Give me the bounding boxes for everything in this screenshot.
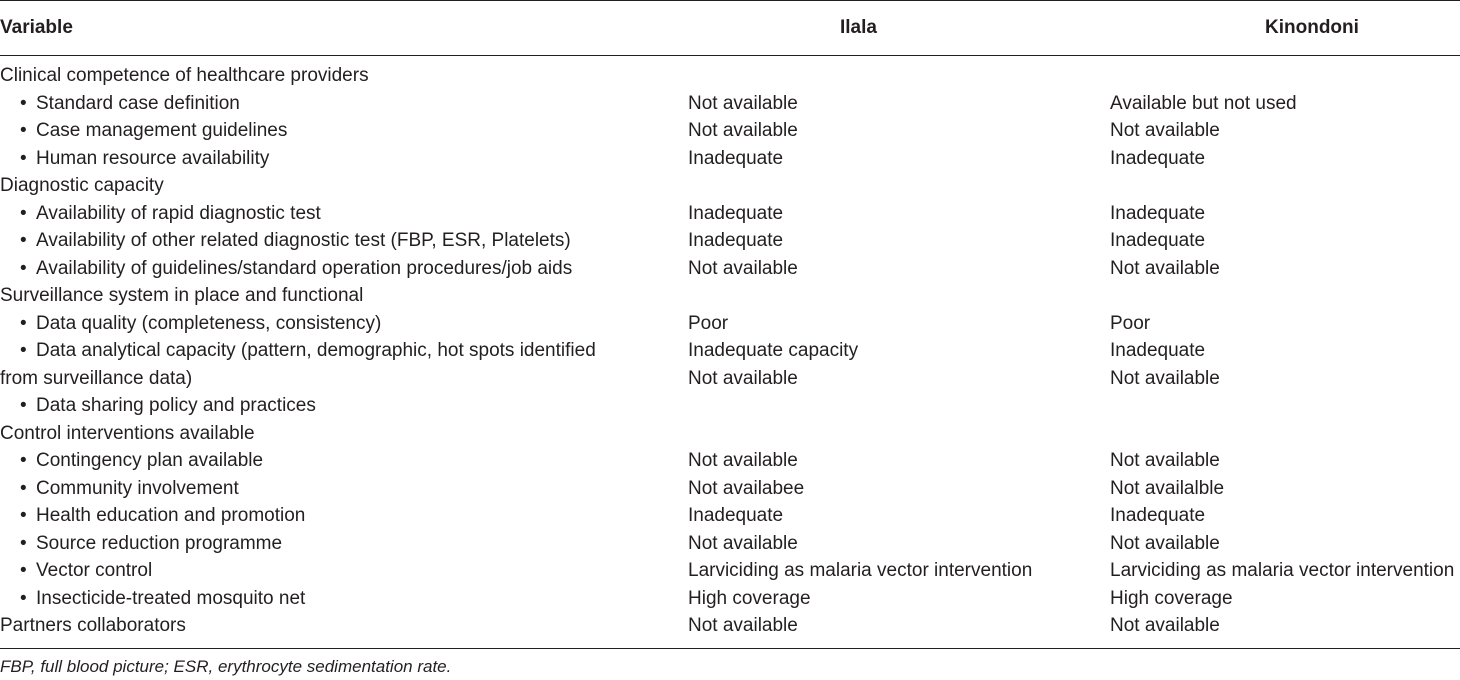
kinondoni-cell: Inadequate	[1110, 202, 1206, 224]
header-bottom-rule	[0, 55, 1460, 56]
table-body	[0, 62, 1460, 640]
variable-cell	[20, 90, 240, 118]
variable-text: Vector control	[36, 560, 153, 581]
kinondoni-cell: Larviciding as malaria vector intervention	[1110, 560, 1455, 581]
variable-text: Data analytical capacity (pattern, demographic, hot spots identified	[36, 340, 596, 361]
bullet-icon: •	[20, 395, 27, 416]
kinondoni-cell: Available but not used	[1110, 92, 1297, 114]
variable-text: Availability of guidelines/standard operation procedures/job aids	[36, 257, 573, 279]
variable-text: from surveillance data)	[0, 367, 193, 389]
variable-text: Control interventions available	[0, 422, 255, 444]
table-row	[0, 557, 1460, 585]
table-row	[0, 310, 1460, 338]
section-label	[0, 62, 369, 90]
bullet-icon: •	[20, 230, 27, 251]
bullet-icon: •	[20, 120, 27, 141]
variable-text: Diagnostic capacity	[0, 175, 164, 196]
variable-cell	[20, 502, 305, 530]
bullet-icon: •	[20, 202, 27, 224]
variable-cell	[20, 392, 316, 420]
table-row	[0, 392, 1460, 420]
bullet-icon: •	[20, 505, 27, 526]
table-bottom-rule	[0, 648, 1460, 649]
variable-text: Human resource availability	[36, 147, 270, 169]
variable-cell	[20, 475, 239, 503]
ilala-cell: Larviciding as malaria vector intervention	[688, 560, 1033, 581]
variable-text: Clinical competence of healthcare providers	[0, 65, 369, 86]
ilala-cell: Not available	[688, 367, 798, 389]
section-label	[0, 612, 186, 640]
table-row	[0, 172, 1460, 200]
ilala-cell: Inadequate	[688, 202, 784, 224]
table-row	[0, 90, 1460, 118]
variable-text: Source reduction programme	[36, 532, 283, 554]
variable-cell	[20, 255, 572, 283]
variable-text: Availability of other related diagnostic test (FBP, ESR, Platelets)	[36, 230, 571, 251]
ilala-cell: Poor	[688, 312, 729, 334]
kinondoni-cell: Inadequate	[1110, 505, 1206, 526]
bullet-icon: •	[20, 147, 27, 169]
table-row	[0, 282, 1460, 310]
variable-text: Data quality (completeness, consistency)	[36, 312, 382, 334]
variable-text: Surveillance system in place and functional	[0, 285, 364, 306]
variable-cell	[20, 145, 269, 173]
kinondoni-cell: Not available	[1110, 615, 1220, 636]
ilala-cell: Not available	[688, 92, 798, 114]
ilala-cell: Inadequate capacity	[688, 340, 859, 361]
variable-cell	[20, 557, 152, 585]
bullet-icon: •	[20, 477, 27, 499]
table-row	[0, 227, 1460, 255]
variable-cell	[20, 447, 263, 475]
section-label	[0, 282, 363, 310]
variable-cell	[0, 365, 192, 393]
section-label	[0, 420, 255, 448]
table-row	[0, 475, 1460, 503]
variable-text: Community involvement	[36, 477, 239, 499]
variable-text: Case management guidelines	[36, 120, 288, 141]
variable-cell	[20, 227, 571, 255]
table-footnote: FBP, full blood picture; ESR, erythrocyte sedimentation rate.	[0, 657, 452, 676]
variable-cell	[20, 310, 381, 338]
variable-text: Partners collaborators	[0, 615, 186, 636]
table-row	[0, 365, 1460, 393]
ilala-cell: Not availabee	[688, 477, 805, 499]
variable-text: Contingency plan available	[36, 450, 264, 471]
variable-text: Availability of rapid diagnostic test	[36, 202, 321, 224]
table-row	[0, 612, 1460, 640]
variable-cell	[20, 200, 321, 228]
ilala-cell: Inadequate	[688, 230, 784, 251]
section-label	[0, 172, 164, 200]
table-row	[0, 447, 1460, 475]
variable-cell	[20, 530, 282, 558]
bullet-icon: •	[20, 450, 27, 471]
table-row	[0, 502, 1460, 530]
kinondoni-cell: Inadequate	[1110, 230, 1206, 251]
table-row	[0, 200, 1460, 228]
table-row	[0, 62, 1460, 90]
variable-text: Standard case definition	[36, 92, 240, 114]
variable-text: Insecticide-treated mosquito net	[36, 587, 306, 609]
table-row	[0, 255, 1460, 283]
kinondoni-cell: High coverage	[1110, 587, 1233, 609]
table-row	[0, 117, 1460, 145]
header-variable: Variable	[0, 17, 73, 38]
kinondoni-cell: Not available	[1110, 532, 1220, 554]
table-top-rule	[0, 0, 1460, 1]
variable-cell	[20, 117, 287, 145]
bullet-icon: •	[20, 312, 27, 334]
kinondoni-cell: Not available	[1110, 257, 1220, 279]
table-row	[0, 585, 1460, 613]
bullet-icon: •	[20, 532, 27, 554]
bullet-icon: •	[20, 560, 27, 581]
variable-cell	[20, 585, 305, 613]
bullet-icon: •	[20, 257, 27, 279]
kinondoni-cell: Inadequate	[1110, 340, 1206, 361]
variable-cell	[20, 337, 596, 365]
ilala-cell: Not available	[688, 450, 798, 471]
table-row	[0, 530, 1460, 558]
ilala-cell: Not available	[688, 257, 798, 279]
kinondoni-cell: Inadequate	[1110, 147, 1206, 169]
header-kinondoni: Kinondoni	[1265, 17, 1359, 38]
kinondoni-cell: Not availalble	[1110, 477, 1225, 499]
ilala-cell: Not available	[688, 532, 798, 554]
ilala-cell: High coverage	[688, 587, 811, 609]
variable-text: Data sharing policy and practices	[36, 395, 316, 416]
bullet-icon: •	[20, 587, 27, 609]
ilala-cell: Not available	[688, 615, 798, 636]
header-ilala: Ilala	[840, 17, 877, 38]
kinondoni-cell: Not available	[1110, 450, 1220, 471]
table-row	[0, 145, 1460, 173]
table-row	[0, 420, 1460, 448]
ilala-cell: Not available	[688, 120, 798, 141]
kinondoni-cell: Not available	[1110, 367, 1220, 389]
bullet-icon: •	[20, 92, 27, 114]
variable-text: Health education and promotion	[36, 505, 306, 526]
table-row	[0, 337, 1460, 365]
ilala-cell: Inadequate	[688, 147, 784, 169]
kinondoni-cell: Poor	[1110, 312, 1151, 334]
ilala-cell: Inadequate	[688, 505, 784, 526]
bullet-icon: •	[20, 340, 27, 361]
kinondoni-cell: Not available	[1110, 120, 1220, 141]
